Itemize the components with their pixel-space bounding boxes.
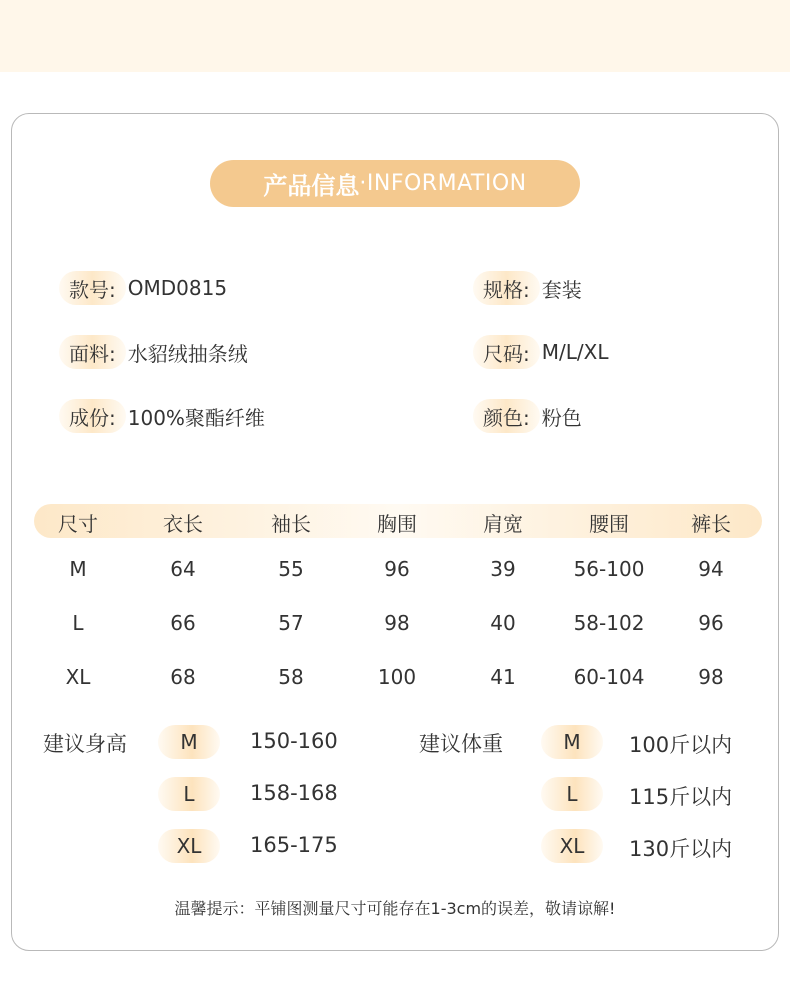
product-info-card [11,113,779,951]
table-cell: 39 [490,557,516,581]
info-value: 水貂绒抽条绒 [127,341,248,366]
height-size-pill: XL [158,829,220,863]
top-banner [0,0,790,72]
table-cell: 40 [490,611,516,635]
table-cell: 58-102 [573,611,645,635]
measurement-note: 温馨提示：平铺图测量尺寸可能存在1-3cm的误差，敬请谅解! [174,899,616,918]
table-cell: 94 [698,557,724,581]
height-range: 150-160 [250,729,338,753]
table-cell: 58 [278,665,304,689]
table-cell: 66 [170,611,196,635]
weight-limit: 100斤以内 [629,733,733,757]
info-label: 款号: [59,271,126,305]
info-value: 粉色 [541,405,582,430]
info-item-fabric [59,335,248,369]
weight-limit: 130斤以内 [629,837,733,861]
info-item-spec [473,271,582,305]
table-header-cell: 裤长 [691,512,731,536]
table-header-cell: 衣长 [163,512,203,536]
height-rec-label: 建议身高 [43,732,127,756]
info-value: 100%聚酯纤维 [127,405,265,430]
info-label: 成份: [59,399,126,433]
info-label: 规格: [473,271,540,305]
table-cell: XL [65,665,91,689]
height-range: 158-168 [250,781,338,805]
table-header-cell: 腰围 [589,512,629,536]
table-header-cell: 肩宽 [483,512,523,536]
table-cell: 57 [278,611,304,635]
table-cell: L [72,611,84,635]
info-value: OMD0815 [127,276,228,300]
height-size-pill: L [158,777,220,811]
section-title [210,160,580,207]
table-header-cell: 尺寸 [58,512,98,536]
table-cell: 41 [490,665,516,689]
table-cell: 64 [170,557,196,581]
info-value: 套装 [541,277,582,302]
height-size-pill: M [158,725,220,759]
weight-size-pill: XL [541,829,603,863]
section-title-cn: 产品信息 [263,172,360,200]
info-item-color [473,399,582,433]
section-title-en: ·INFORMATION [359,171,527,196]
weight-limit: 115斤以内 [629,785,733,809]
table-cell: 100 [377,665,417,689]
table-cell: 98 [384,611,410,635]
table-cell: M [69,557,87,581]
table-header-cell: 袖长 [271,512,311,536]
info-label: 颜色: [473,399,540,433]
table-header-cell: 胸围 [377,512,417,536]
info-value: M/L/XL [541,340,609,364]
info-item-composition [59,399,265,433]
table-cell: 56-100 [573,557,645,581]
table-cell: 55 [278,557,304,581]
info-label: 面料: [59,335,126,369]
height-range: 165-175 [250,833,338,857]
table-cell: 96 [698,611,724,635]
weight-size-pill: L [541,777,603,811]
weight-size-pill: M [541,725,603,759]
info-item-style-no [59,271,227,305]
table-cell: 98 [698,665,724,689]
info-item-sizes [473,335,608,369]
table-cell: 96 [384,557,410,581]
table-cell: 60-104 [573,665,645,689]
info-label: 尺码: [473,335,540,369]
table-cell: 68 [170,665,196,689]
weight-rec-label: 建议体重 [419,732,503,756]
